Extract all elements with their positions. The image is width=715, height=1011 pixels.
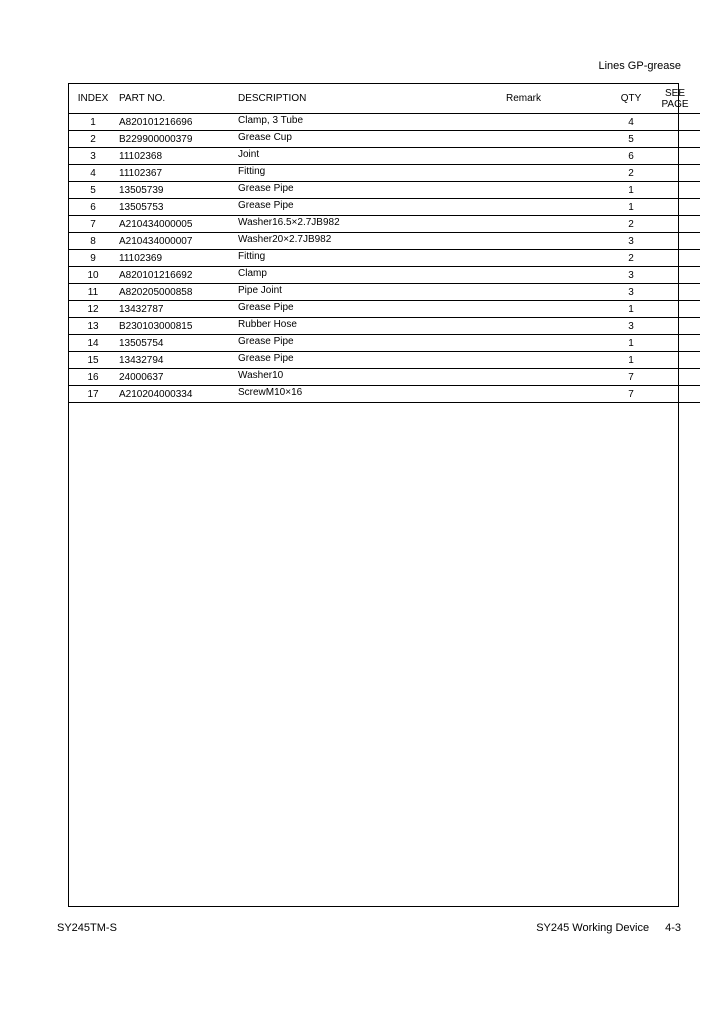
cell-description-text: Washer16.5×2.7JB982 [238, 216, 340, 228]
cell-part-no [117, 199, 238, 216]
cell-part-no [117, 250, 238, 267]
table-row [69, 216, 700, 233]
cell-description-text: Fitting [238, 165, 266, 177]
cell-part-no-text: 11102368 [119, 150, 163, 162]
cell-index [69, 165, 117, 182]
cell-part-no [117, 165, 238, 182]
cell-index [69, 386, 117, 403]
cell-part-no [117, 267, 238, 284]
cell-index [69, 267, 117, 284]
cell-remark [443, 182, 612, 199]
cell-see-page [650, 131, 700, 148]
cell-part-no-text: 13505739 [119, 184, 164, 196]
cell-qty-text: 7 [628, 388, 634, 400]
section-title: Lines GP-grease [598, 60, 681, 72]
cell-qty-text: 3 [628, 286, 634, 298]
cell-qty-text: 2 [628, 218, 634, 230]
cell-part-no [117, 148, 238, 165]
table-header-row [69, 84, 700, 114]
cell-part-no [117, 318, 238, 335]
cell-qty [612, 216, 650, 233]
cell-part-no-text: B230103000815 [119, 320, 193, 332]
cell-remark [443, 148, 612, 165]
cell-part-no-text: B229900000379 [119, 133, 193, 145]
cell-index-text: 7 [90, 218, 96, 230]
cell-remark [443, 318, 612, 335]
cell-description-text: Grease Pipe [238, 352, 294, 364]
parts-table [69, 84, 700, 403]
cell-description [238, 216, 443, 233]
cell-see-page [650, 165, 700, 182]
cell-qty-text: 6 [628, 150, 634, 162]
table-row [69, 352, 700, 369]
cell-description [238, 165, 443, 182]
cell-qty [612, 352, 650, 369]
table-row [69, 369, 700, 386]
cell-description-text: Rubber Hose [238, 318, 297, 330]
cell-description [238, 182, 443, 199]
cell-see-page [650, 114, 700, 131]
cell-qty [612, 335, 650, 352]
cell-description [238, 284, 443, 301]
cell-index-text: 15 [87, 354, 99, 366]
cell-qty [612, 199, 650, 216]
cell-see-page [650, 250, 700, 267]
cell-description [238, 318, 443, 335]
cell-part-no [117, 335, 238, 352]
cell-qty-text: 2 [628, 252, 634, 264]
cell-description [238, 369, 443, 386]
cell-index-text: 2 [90, 133, 96, 145]
table-row [69, 267, 700, 284]
cell-index [69, 284, 117, 301]
cell-remark [443, 250, 612, 267]
cell-part-no-text: 13432787 [119, 303, 164, 315]
cell-part-no-text: 13505754 [119, 337, 164, 349]
cell-part-no-text: 24000637 [119, 371, 164, 383]
cell-part-no-text: 13432794 [119, 354, 164, 366]
cell-qty [612, 148, 650, 165]
table-row [69, 301, 700, 318]
cell-see-page [650, 301, 700, 318]
cell-part-no [117, 216, 238, 233]
cell-index [69, 335, 117, 352]
cell-part-no-text: 11102367 [119, 167, 163, 179]
table-row [69, 318, 700, 335]
cell-qty-text: 2 [628, 167, 634, 179]
footer-chapter: SY245 Working Device [536, 922, 650, 934]
cell-index [69, 199, 117, 216]
table-row [69, 199, 700, 216]
table-row [69, 114, 700, 131]
cell-index-text: 5 [90, 184, 96, 196]
cell-qty-text: 1 [628, 184, 634, 196]
cell-qty [612, 182, 650, 199]
cell-index [69, 318, 117, 335]
cell-remark [443, 165, 612, 182]
column-header-see-page [650, 84, 700, 114]
cell-remark [443, 369, 612, 386]
cell-remark [443, 199, 612, 216]
cell-description-text: Washer20×2.7JB982 [238, 233, 332, 245]
cell-description-text: Fitting [238, 250, 266, 262]
cell-part-no-text: A820205000858 [119, 286, 193, 298]
cell-see-page [650, 335, 700, 352]
table-row [69, 182, 700, 199]
cell-index [69, 131, 117, 148]
cell-see-page [650, 233, 700, 250]
footer-chapter-info [536, 922, 681, 934]
cell-index-text: 11 [87, 286, 99, 298]
cell-part-no-text: A210434000007 [119, 235, 193, 247]
cell-qty [612, 114, 650, 131]
cell-description [238, 131, 443, 148]
cell-description-text: Grease Cup [238, 131, 292, 143]
cell-index-text: 9 [90, 252, 96, 264]
see-page-line1: SEE [664, 87, 685, 99]
cell-description-text: Grease Pipe [238, 182, 294, 194]
column-header-index: INDEX [69, 84, 117, 114]
footer-model: SY245TM-S [57, 922, 117, 934]
cell-index-text: 17 [87, 388, 99, 400]
parts-table-body [69, 114, 700, 403]
cell-qty [612, 301, 650, 318]
cell-remark [443, 352, 612, 369]
cell-part-no [117, 233, 238, 250]
cell-description [238, 114, 443, 131]
cell-index-text: 10 [87, 269, 99, 281]
table-row [69, 148, 700, 165]
table-row [69, 233, 700, 250]
column-header-description: DESCRIPTION [238, 84, 443, 114]
cell-see-page [650, 267, 700, 284]
cell-qty-text: 5 [628, 133, 634, 145]
cell-qty-text: 3 [628, 235, 634, 247]
cell-part-no-text: A820101216696 [119, 116, 193, 128]
cell-part-no [117, 301, 238, 318]
cell-index [69, 250, 117, 267]
cell-index-text: 12 [87, 303, 99, 315]
cell-part-no [117, 284, 238, 301]
column-header-part-no: PART NO. [117, 84, 238, 114]
cell-see-page [650, 318, 700, 335]
cell-index-text: 14 [87, 337, 99, 349]
cell-index [69, 114, 117, 131]
cell-index-text: 16 [87, 371, 99, 383]
cell-qty-text: 1 [628, 303, 634, 315]
table-row [69, 335, 700, 352]
cell-qty [612, 386, 650, 403]
cell-description-text: ScrewM10×16 [238, 386, 303, 398]
cell-part-no-text: 11102369 [119, 252, 163, 264]
cell-remark [443, 284, 612, 301]
cell-index-text: 13 [87, 320, 99, 332]
cell-see-page [650, 284, 700, 301]
table-row [69, 386, 700, 403]
cell-index [69, 301, 117, 318]
cell-description [238, 335, 443, 352]
cell-qty-text: 1 [628, 201, 634, 213]
cell-qty-text: 3 [628, 269, 634, 281]
cell-part-no [117, 131, 238, 148]
cell-qty [612, 131, 650, 148]
cell-description-text: Clamp [238, 267, 267, 279]
cell-qty-text: 4 [628, 116, 634, 128]
cell-description [238, 267, 443, 284]
cell-description-text: Washer10 [238, 369, 284, 381]
cell-see-page [650, 199, 700, 216]
cell-index [69, 352, 117, 369]
cell-description-text: Grease Pipe [238, 301, 294, 313]
see-page-line2: PAGE [661, 98, 689, 110]
cell-see-page [650, 369, 700, 386]
cell-description-text: Joint [238, 148, 260, 160]
cell-remark [443, 301, 612, 318]
cell-remark [443, 216, 612, 233]
cell-part-no [117, 386, 238, 403]
table-row [69, 131, 700, 148]
cell-description-text: Pipe Joint [238, 284, 282, 296]
cell-qty [612, 284, 650, 301]
column-header-remark: Remark [443, 84, 612, 114]
cell-part-no [117, 352, 238, 369]
cell-qty [612, 369, 650, 386]
cell-qty [612, 267, 650, 284]
table-row [69, 165, 700, 182]
cell-remark [443, 335, 612, 352]
cell-part-no [117, 369, 238, 386]
cell-part-no [117, 182, 238, 199]
cell-index-text: 8 [90, 235, 96, 247]
cell-description [238, 148, 443, 165]
cell-qty [612, 233, 650, 250]
cell-remark [443, 267, 612, 284]
cell-description [238, 301, 443, 318]
cell-remark [443, 233, 612, 250]
cell-index-text: 6 [90, 201, 96, 213]
cell-qty-text: 7 [628, 371, 634, 383]
cell-index [69, 182, 117, 199]
cell-part-no-text: A210204000334 [119, 388, 193, 400]
cell-part-no-text: A210434000005 [119, 218, 193, 230]
cell-description [238, 386, 443, 403]
cell-index-text: 3 [90, 150, 96, 162]
column-header-qty: QTY [612, 84, 650, 114]
cell-index [69, 233, 117, 250]
parts-list-frame [68, 83, 689, 907]
cell-part-no [117, 114, 238, 131]
cell-index [69, 148, 117, 165]
cell-index [69, 369, 117, 386]
cell-index [69, 216, 117, 233]
cell-qty-text: 3 [628, 320, 634, 332]
table-row [69, 250, 700, 267]
cell-see-page [650, 352, 700, 369]
cell-index-text: 4 [90, 167, 96, 179]
cell-description-text: Grease Pipe [238, 335, 294, 347]
cell-see-page [650, 148, 700, 165]
footer-page-number: 4-3 [665, 922, 681, 934]
cell-see-page [650, 386, 700, 403]
cell-description [238, 199, 443, 216]
cell-description [238, 250, 443, 267]
cell-remark [443, 131, 612, 148]
cell-index-text: 1 [90, 116, 96, 128]
cell-description-text: Grease Pipe [238, 199, 294, 211]
cell-qty [612, 165, 650, 182]
cell-see-page [650, 182, 700, 199]
table-row [69, 284, 700, 301]
cell-qty [612, 318, 650, 335]
cell-qty-text: 1 [628, 354, 634, 366]
cell-qty [612, 250, 650, 267]
cell-remark [443, 386, 612, 403]
cell-see-page [650, 216, 700, 233]
cell-part-no-text: 13505753 [119, 201, 164, 213]
cell-part-no-text: A820101216692 [119, 269, 193, 281]
cell-remark [443, 114, 612, 131]
cell-description-text: Clamp, 3 Tube [238, 114, 304, 126]
cell-qty-text: 1 [628, 337, 634, 349]
cell-description [238, 352, 443, 369]
cell-description [238, 233, 443, 250]
